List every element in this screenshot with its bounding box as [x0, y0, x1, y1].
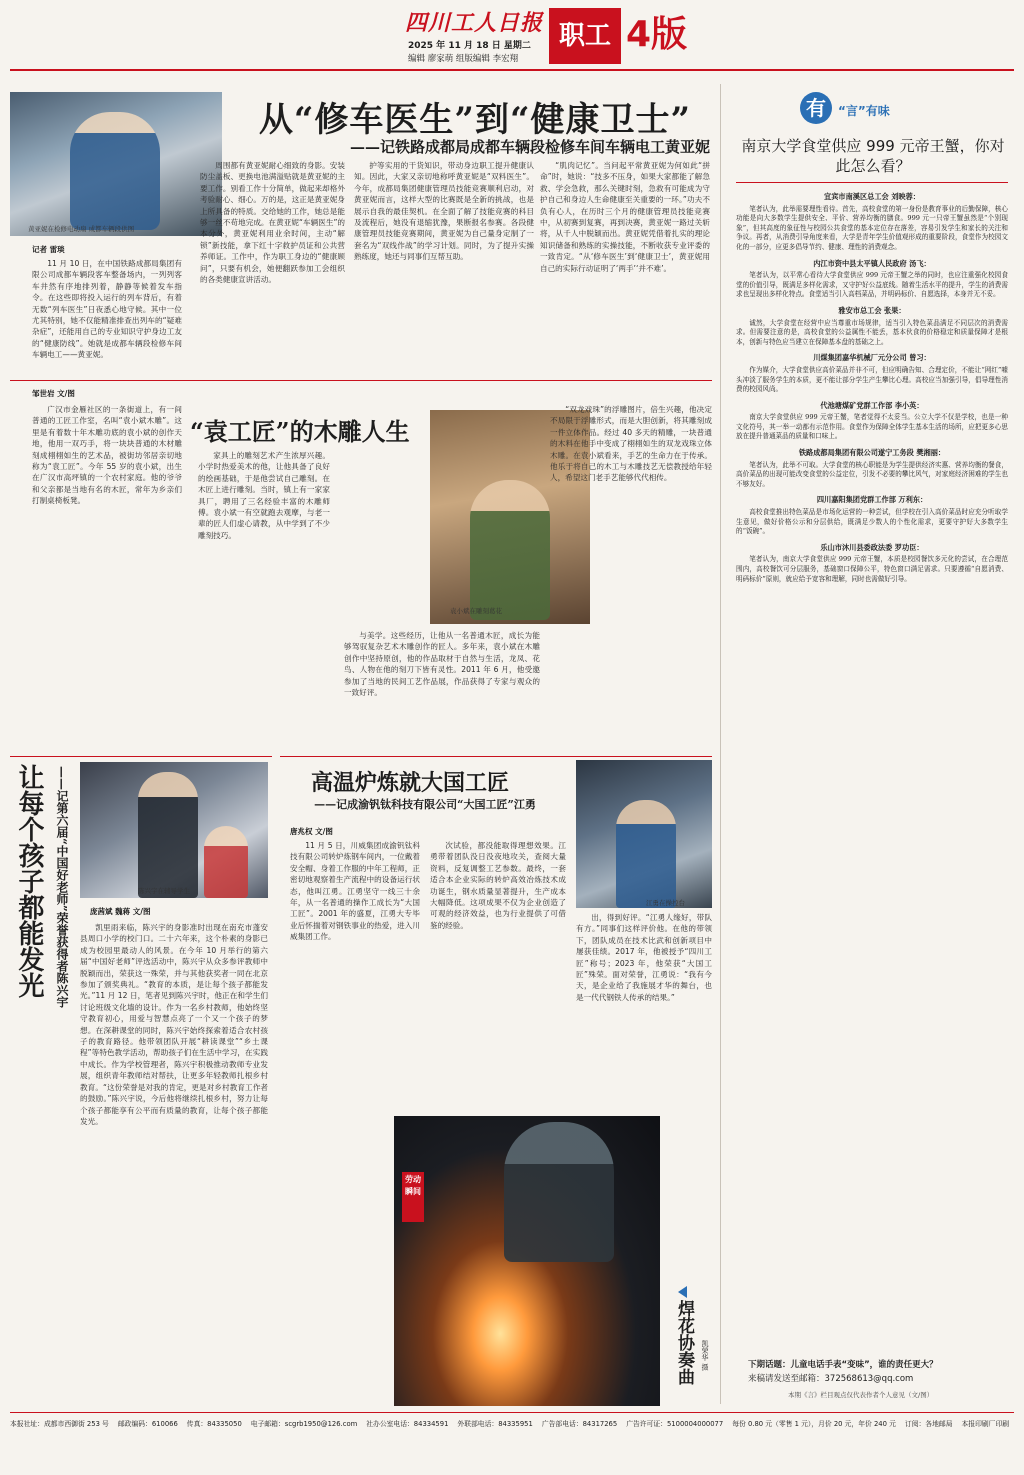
furnace-column-2	[430, 840, 566, 1110]
worker-figure	[70, 112, 160, 230]
opinion-text: 笔者认为，南京大学食堂供应 999 元帝王蟹，本质是校园餐饮多元化的尝试，在合理范围内，高校餐饮可分层服务，基础窗口保障公平，特色窗口满足需求。只要遵循“自愿消费、明码标价”原则，就应给予宽容和理解，同时也需做好引导。	[736, 555, 1008, 583]
next-topic: 下期话题：儿童电话手表“变味”，谁的责任更大？	[748, 1360, 938, 1370]
masthead-rule	[10, 69, 1014, 71]
teacher-figure	[138, 772, 198, 898]
woodcarver-column-4	[550, 404, 712, 750]
photo-story-author	[698, 1340, 710, 1400]
lead-byline: 记者 雷琰	[32, 245, 65, 254]
footer-address: 本报社址：成都市西御街 253 号	[10, 1420, 109, 1428]
woodcarver-story	[10, 380, 712, 750]
furnace-subtitle: ——记成渝钒钛科技有限公司“大国工匠”江勇	[314, 798, 536, 811]
editor-line: 编辑 廖家萌 组版编辑 李宏翔	[408, 54, 519, 64]
furnace-col3-text: 出，得到好评。“江勇人缘好，带队有方。”同事们这样评价他。在他的带领下，团队成员在技术比武和创新项目中屡获佳绩。2017 年，他被授予“四川工匠”称号；2023 年，他荣获“大国工匠”殊荣。面对荣誉，江勇说：“我有今天，是企业给了我施展才华的舞台，也是一代代钢铁人传承的结果。”	[576, 913, 712, 1002]
photo-tag-bottom: 瞬间	[405, 1187, 421, 1196]
lead-photo	[10, 92, 222, 236]
woodcarver-column-3	[344, 630, 540, 750]
woodcarver-col2-text: 家具上的雕刻艺术产生浓厚兴趣。小学时热爱美术的他，让他具备了良好的绘画基础，于是他尝试自己雕刻。在木匠上进行雕刻。当时，镇上有一家家具厂，聘用了三名经验丰富的木雕师傅。袁小斌一有空就跑去观摩，与老一辈的匠人们虚心请教，从中学到了不少雕刻技巧。	[198, 451, 330, 540]
opinion-footnote: 本期《言》栏目观点仅代表作者个人意见（文/图）	[788, 1391, 934, 1399]
lead-col2-text: 周围都有黄亚妮耐心细致的身影。安装防尘盖板、更换电池满溢贴就是黄亚妮的主要工作。别看工作十分简单，做起来却格外考验耐心、细心。万的是，这正是黄亚妮身上所具备的特质。交给她的工作，她总是能够一丝不苟地完成。在黄亚妮“车辆医生”的本分外，黄亚妮利用业余时间，主动“解锁”新技能，拿下红十字救护员证和公共营养师证。工作中，作为职工身边的“健康顾问”，只要有机会，她便翻跃参加工会组织的各类健康宣讲活动。	[200, 161, 345, 285]
opinion-column	[728, 90, 1016, 1406]
footer-fax: 传真：84335050	[186, 1420, 242, 1428]
footer-dept2: 外联部电话：84335951	[457, 1420, 533, 1428]
woodcarver-column-1	[32, 404, 182, 750]
woodcarver-col4-text: “双龙戏珠”的浮雕图片，倍生兴趣，他决定不局限于浮雕形式，而是大胆创新，将其雕刻成一件立体作品。经过 40 多天的精雕，一块普通的木料在他手中变成了栩栩如生的双龙戏珠立体木雕。在袁小斌看来，手艺的生命力在于传承。他乐于将自己的木工与木雕技艺无偿教授给年轻人，希望这门老手艺能够代代相传。	[550, 405, 712, 483]
woodcarver-byline: 邹世岩 文/图	[32, 389, 75, 398]
lead-story	[10, 86, 710, 376]
furnace-title: 高温炉炼就大国工匠	[310, 770, 509, 796]
section-badge	[549, 8, 621, 64]
lead-subtitle: ——记铁路成都局成都车辆段检修车间车辆电工黄亚妮	[349, 138, 710, 156]
furnace-col1-text: 11 月 5 日，川威集团成渝钒钛科技有限公司转炉炼钢车间内，一位戴着安全帽、身着工作服的中年工程师，正密切地观察着生产流程中的设备运行状态，他叫江勇。江勇坚守一线三十余年，从一名普通的操作工成长为“大国工匠”。2001 年的盛夏，江勇大专毕业后怀揣着对钢铁事业的热爱，进入川威集团工作。	[290, 841, 420, 942]
opinion-text: 诚然，大学食堂在经营中应当尊重市场规律，适当引入特色菜品满足不同层次的消费需求。但需要注意的是，高校食堂的公益属性不能丢，基本伙食的价格稳定和质量保障才是根本，创新与特色应当建立在保障基本盘的基础之上。	[736, 318, 1008, 346]
furnace-byline: 唐兆权 文/图	[290, 827, 333, 836]
photo-tag-top: 劳动	[405, 1175, 421, 1184]
footer-printer: 本报印刷厂印刷	[961, 1420, 1010, 1428]
lead-column-4	[540, 160, 710, 376]
furnace-column-1	[290, 840, 420, 1110]
teacher-title-text: 让每个孩子都能发光	[14, 764, 44, 998]
footer-email: 电子邮箱：scgrb1950@126.com	[250, 1420, 358, 1428]
photo-story-title-text: 焊花协奏曲	[674, 1300, 694, 1385]
teacher-top-rule	[10, 756, 272, 757]
opinion-author: 乐山市沐川县委政法委 罗功臣：	[820, 542, 924, 552]
woodcarver-photo-caption: 袁小斌在雕刻葛花	[450, 607, 502, 615]
woodcarver-col3-text: 与美学。这些经历，让他从一名普通木匠，成长为能够驾驭复杂艺术木雕创作的匠人。多年来，袁小斌在木雕创作中坚持原创，他的作品取材于自然与生活，龙凤、花鸟、人物在他的刻刀下皆有灵性。2011 年 6 月，他受邀参加了当地的民间工艺作品展，作品获得了专家与观众的一致好评。	[344, 631, 540, 698]
furnace-photo	[576, 760, 712, 908]
page-number: 4版	[626, 14, 688, 55]
footer-price: 每份 0.80 元（零售 1 元），月价 20 元，年价 240 元	[732, 1420, 896, 1428]
opinion-logo-text: 有	[806, 96, 826, 120]
footer-postcode: 邮政编码：610066	[117, 1420, 178, 1428]
student-figure	[204, 826, 248, 898]
teacher-subtitle-text: ——记第六届“中国好老师”荣誉获得者陈兴宇	[55, 766, 69, 1008]
lead-column-2	[200, 160, 345, 376]
section-name: 职工	[558, 21, 611, 51]
furnace-col2-text: 次试验，都没能取得理想效果。江勇带着团队没日没夜地攻关，查阅大量资料，反复调整工艺参数。最终，一套适合本企业实际的转炉高效冶炼技术成功诞生，钢水质量显著提升，生产成本大幅降低。这项成果不仅为企业创造了可观的经济效益，也为行业提供了可借鉴的经验。	[430, 841, 566, 930]
woodcarver-col1-text: 广汉市金雁社区的一条街道上，有一间普通的工匠工作室，名叫“袁小斌木雕”。这里是有着数十年木雕功底的袁小斌的创作天地，他用一双巧手，将一块块普通的木材雕刻成栩栩如生的艺术品，被街坊邻居亲切地称为“袁工匠”。今年 55 岁的袁小斌，出生在广汉市高坪镇的一个农村家庭。他的爷爷和父亲都是当地有名的木匠，常年为乡亲们打制桌椅板凳。	[32, 405, 182, 506]
masthead	[0, 0, 1024, 80]
photo-story-title	[672, 1300, 694, 1400]
opinion-text: 作为媒介，大学食堂供应高价菜品并非不可，但应明确告知、合理定价，不能让“网红”噱头冲淡了服务学生的本质，更不能让部分学生产生攀比心理。高校应当加强引导，倡导理性消费的校园风尚。	[736, 365, 1008, 394]
opinion-author: 雅安市总工会 张果：	[838, 305, 906, 315]
opinion-text: 笔者认为，此举不可取。大学食堂的核心职能是为学生提供经济实惠、营养均衡的餐食，高价菜品的出现可能改变食堂的公益定位，引发不必要的攀比风气，对家庭经济困难的学生也不够友好。	[736, 460, 1008, 488]
furnace-column-3	[576, 912, 712, 1110]
opinion-text: 高校食堂推出特色菜品是市场化运营的一种尝试，但学校在引入高价菜品时应充分听取学生意见，做好价格公示和分层供给，既满足少数人的个性化需求，更要守护好大多数学生的“饭碗”。	[736, 508, 1008, 536]
photo-story-arrow	[678, 1286, 687, 1298]
paper-logo: 四川工人日报	[405, 10, 544, 36]
lead-col3-text: 护等实用的干货知识，带动身边职工提升健康认知。因此，大家又亲切地称呼黄亚妮是“双料医生”。今年，成都局集团健康管理员技能竞赛顺利启动，对黄亚妮而言，这样大型的比赛既是全新的挑战，也是展示自我的最佳契机。在全面了解了技能竞赛的科目及流程后，她没有退缩犹豫，果断报名参赛。各段健康管理员技能竞赛期间，黄亚妮为自己量身定制了一套名为“双线作战”的学习计划。同时，为了提升实操熟练度，她还与同事们互帮互助。	[354, 161, 534, 262]
teacher-body-text: 凯里雨来临，陈兴宇的身影准时出现在南充市蓬安县周口小学的校门口。二十六年来，这个朴素的身影已成为校园里最动人的风景。在今年 10 月举行的第六届“中国好老师”评选活动中，陈兴宇从众多参评教师中脱颖而出，荣获这一殊荣，并与其他获奖者一同在北京参加了颁奖典礼。“教育的本质，是让每个孩子都能发光。”11 月 12 日，笔者见到陈兴宇时，他正在和学生们讨论班级文化墙的设计。作为一名乡村教师，他始终坚守教育初心，用爱与智慧点亮了一个又一个孩子的梦想。在深耕课堂的同时，陈兴宇始终探索着适合农村孩子的教育路径。他带领团队开展“耕读课堂”“乡土课程”等特色教学活动，帮助孩子们在生活中学习，在实践中成长。作为学校管理者，陈兴宇积极推动教师专业发展，组织青年教师结对帮扶，让更多年轻教师扎根乡村教育。“这份荣誉是对我的肯定，更是对乡村教育工作者的鼓励。”陈兴宇说，今后他将继续扎根乡村，努力让每个孩子都能享有公平而有质量的教育，让每个孩子都能发光。	[80, 923, 268, 1126]
opinion-author: 铁路成都局集团有限公司遂宁工务段 樊湘丽：	[798, 448, 946, 458]
opinion-text: 笔者认为，以平常心看待大学食堂供应 999 元帝王蟹之举的同时，也应注重强化校园食堂的价值引导，既满足多样化需求，又守护好公益底线。随着生活水平的提升，学生的消费需求也呈现出多样化特点。食堂适当引入高档菜品，并明码标价、自愿选择，本身并无不妥。	[736, 271, 1008, 299]
photo-story-tag	[402, 1172, 424, 1222]
lead-col1-text: 11 月 10 日，在中国铁路成都局集团有限公司成都车辆段客车整备场内，一列列客车井然有序地排列着，静静等候着发车指令。在这些即将投入运行的列车背后，有着无数“列车医生”日夜悉心地守候。其中一位尤其特别，她不仅能精准排查出列车的“疑难杂症”，还能用自己的专业知识守护身边工友的“健康防线”。她就是成都车辆段检修车间车辆电工——黄亚妮。	[32, 259, 182, 360]
teacher-photo-caption: 陈兴宇在辅导学生	[138, 887, 190, 895]
teacher-byline: 庞茜斌 魏蒋 文/图	[90, 907, 151, 916]
footer-distribution: 订阅：各地邮局	[904, 1420, 953, 1428]
date-line: 2025 年 11 月 18 日 星期二	[408, 41, 531, 51]
furnace-story	[280, 756, 712, 1156]
opinion-author: 内江市资中县太平镇人民政府 汤飞：	[813, 258, 931, 268]
column-divider	[720, 84, 721, 1404]
opinion-author: 宜宾市南溪区总工会 刘映蓉：	[824, 192, 920, 201]
lead-title: 从“修车医生”到“健康卫士”	[258, 100, 692, 140]
woodcarver-column-2	[198, 450, 330, 750]
opinion-column-name: “言”有味	[838, 104, 890, 118]
photo-story-author-text: 凯荣华 摄	[701, 1340, 709, 1371]
welder-figure	[504, 1122, 614, 1262]
carver-figure	[470, 480, 550, 620]
welding-photo	[394, 1116, 660, 1406]
opinion-author: 川煤集团嘉华机械厂元分公司 曾习：	[813, 353, 931, 363]
footer-license: 广告许可证：5100004000077	[626, 1420, 724, 1428]
opinion-author: 代池塘煤矿党群工作部 李小英：	[820, 400, 924, 410]
teacher-photo	[80, 762, 268, 898]
woodcarver-top-rule	[10, 380, 712, 381]
opinion-author: 四川嘉阳集团党群工作部 万利东：	[816, 495, 928, 505]
lead-column-3	[354, 160, 534, 376]
teacher-subtitle	[50, 766, 72, 1116]
lead-col4-text: “肌肉记忆”。当问起平常黄亚妮为何如此“拼命”时，她说：“技多不压身，如果大家都能了解急救、学会急救，那么关键时刻，急救有可能成为守护自己和身边人生命健康至关重要的一环。”功夫不负有心人，在历时三个月的健康管理员技能竞赛中，从初赛到复赛，再到决赛，黄亚妮一路过关斩将，从千人中脱颖而出。黄亚妮凭借着扎实的理论知识储备和熟练的实操技能，不断收获专业评委的一致肯定。“从‘修车医生’到‘健康卫士’，黄亚妮用自己的实际行动证明了‘两手’‘并不难’。	[540, 161, 710, 273]
footer-ad-phone: 广告部电话：84317265	[541, 1420, 618, 1428]
footer-rule	[10, 1412, 1014, 1413]
teacher-story	[10, 756, 272, 1406]
opinion-headline: 南京大学食堂供应 999 元帝王蟹，你对此怎么看？	[741, 137, 1005, 175]
opinion-text: 南京大学食堂供应 999 元帝王蟹，笔者觉得不太妥当。公立大学不仅是学校，也是一种文化符号，其一举一动都有示范作用。食堂作为保障全体学生基本生活的场所，应把更多心思放在提升普通菜品的质量和口味上。	[736, 413, 1008, 441]
opinion-text: 笔者认为，此举需要理性看待。首先，高校食堂的第一身份是教育事业的后勤保障，核心功能是向大多数学生提供安全、平价、营养均衡的膳食。999 元一只帝王蟹虽然是“个别现象”，但其高度的象征性与校园公共食堂的基本定位存在落差，容易引发学生和家长的关注和争议。再者，从消费引导角度来看，大学是青年学生价值观形成的重要阶段，食堂作为校园文化的一部分，应更多倡导节约、健康、理性的消费观念。	[736, 204, 1008, 251]
furnace-top-rule	[280, 756, 712, 757]
opinion-logo	[800, 92, 832, 124]
teacher-title	[14, 764, 44, 1114]
teacher-body	[80, 922, 268, 1404]
lead-column-1	[32, 258, 182, 376]
footer-dept1: 社办公室电话：84334591	[366, 1420, 449, 1428]
opinion-entries	[736, 186, 1008, 1356]
lead-photo-caption: 黄亚妮在检修电动扇 成都车辆段供图	[28, 225, 135, 233]
opinion-divider	[736, 182, 1008, 183]
engineer-figure	[616, 800, 676, 908]
woodcarver-title: “袁工匠”的木雕人生	[190, 417, 410, 446]
furnace-photo-caption: 江勇在操控台	[646, 899, 685, 907]
contact-email: 来稿请发送至邮箱：372568613@qq.com	[748, 1374, 914, 1384]
footer	[10, 1418, 1014, 1428]
